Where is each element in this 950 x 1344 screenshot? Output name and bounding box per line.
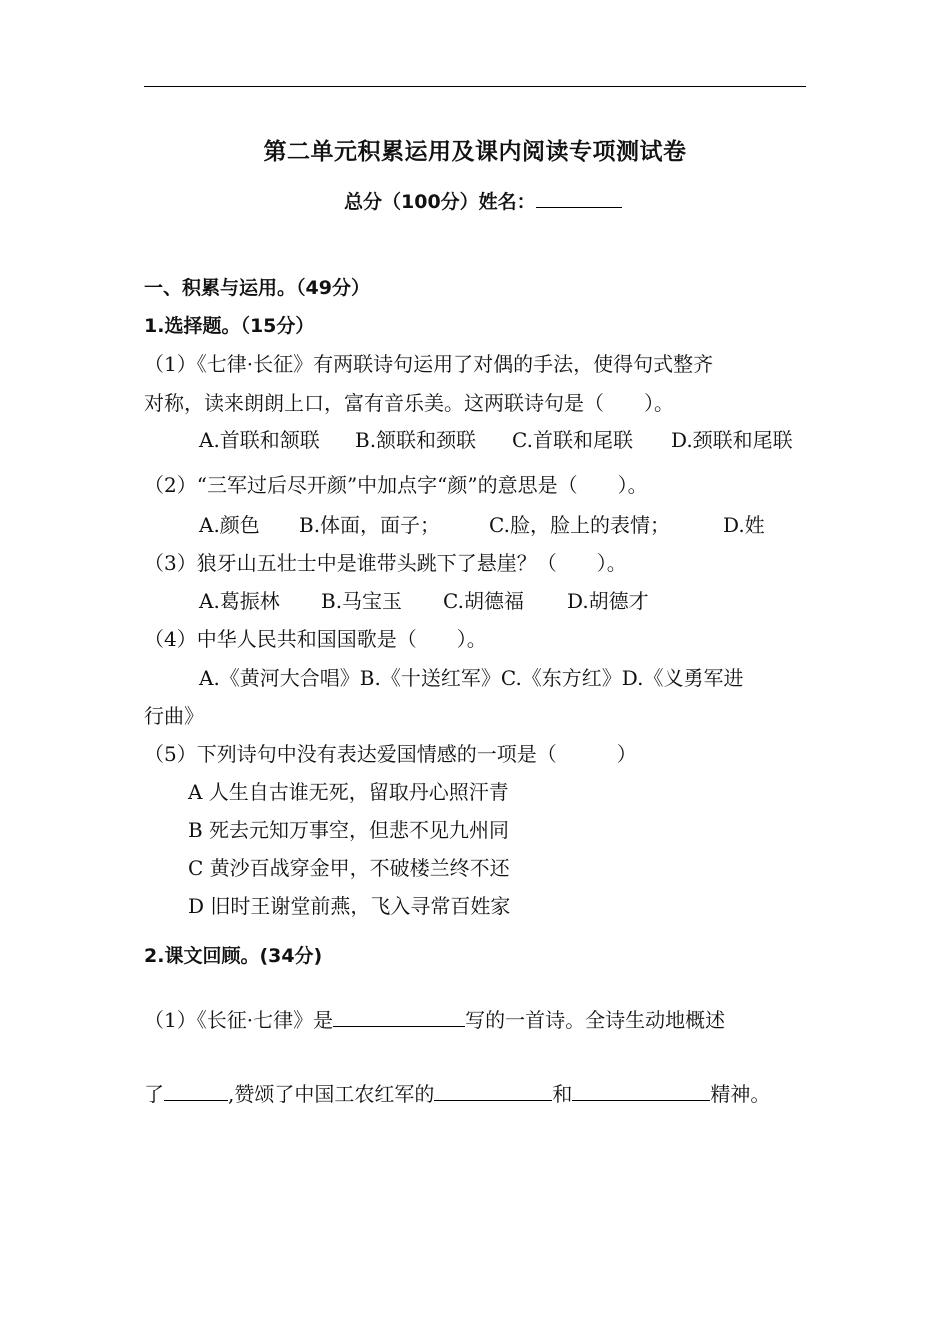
q1-item1-stem-line2: 对称，读来朗朗上口，富有音乐美。这两联诗句是（ ）。 — [144, 391, 674, 415]
option-c[interactable]: C.首联和尾联 — [512, 428, 633, 452]
option-c[interactable]: C.脸，脸上的表情； — [489, 513, 670, 537]
q1-item3-stem: （3）狼牙山五壮士中是谁带头跳下了悬崖？（ ）。 — [144, 551, 627, 575]
option-d[interactable]: D.姓 — [723, 513, 765, 537]
q1-item5-stem: （5）下列诗句中没有表达爱国情感的一项是（ ） — [144, 742, 637, 766]
option-a[interactable]: A.首联和颔联 — [199, 428, 320, 452]
score-name-line — [344, 189, 622, 215]
q1-item4-options-line1[interactable]: A.《黄河大合唱》B.《十送红军》C.《东方红》D.《义勇军进 — [199, 666, 744, 690]
option-d[interactable]: D.颈联和尾联 — [671, 428, 793, 452]
q2-item1-text-d: ,赞颂了中国工农红军的 — [228, 1082, 435, 1106]
q2-item1-text-e: 和 — [552, 1082, 573, 1106]
q2-item1-line1 — [144, 1007, 725, 1033]
option-a[interactable]: A.颜色 — [199, 513, 260, 537]
q1-item1-options — [199, 427, 793, 453]
author-blank[interactable] — [333, 1008, 465, 1027]
top-rule — [144, 86, 806, 87]
option-b[interactable]: B.颔联和颈联 — [355, 428, 477, 452]
spirit-blank-2[interactable] — [572, 1082, 710, 1101]
q1-item5-option-c[interactable]: C 黄沙百战穿金甲，不破楼兰终不还 — [188, 856, 510, 880]
q1-item4-stem: （4）中华人民共和国国歌是（ ）。 — [144, 627, 487, 651]
option-b[interactable]: B.马宝玉 — [321, 589, 403, 613]
spirit-blank-1[interactable] — [434, 1082, 552, 1101]
q1-heading: 1.选择题。（15分） — [144, 315, 315, 337]
q1-item3-options — [199, 588, 649, 614]
q1-item5-option-b[interactable]: B 死去元知万事空，但悲不见九州同 — [188, 818, 510, 842]
q1-item4-options-line2[interactable]: 行曲》 — [144, 704, 204, 728]
q1-item5-option-d[interactable]: D 旧时王谢堂前燕，飞入寻常百姓家 — [188, 894, 511, 918]
q1-item5-option-a[interactable]: A 人生自古谁无死，留取丹心照汗青 — [188, 780, 509, 804]
q2-heading: 2.课文回顾。(34分) — [144, 945, 323, 967]
q2-item1-text-c: 了 — [144, 1082, 164, 1106]
option-c[interactable]: C.胡德福 — [443, 589, 524, 613]
q2-item1-text-b: 写的一首诗。全诗生动地概述 — [465, 1008, 726, 1032]
section1-heading: 一、积累与运用。（49分） — [144, 277, 370, 299]
option-d[interactable]: D.胡德才 — [567, 589, 649, 613]
name-blank[interactable] — [536, 189, 622, 208]
q1-item2-stem: （2）“三军过后尽开颜”中加点字“颜”的意思是（ ）。 — [144, 473, 648, 497]
option-a[interactable]: A.葛振林 — [199, 589, 280, 613]
page-title: 第二单元积累运用及课内阅读专项测试卷 — [263, 139, 687, 165]
q2-item1-text-a: （1）《长征·七律》是 — [144, 1008, 334, 1032]
q2-item1-line2 — [144, 1081, 770, 1107]
option-b[interactable]: B.体面，面子； — [299, 513, 441, 537]
score-name-label: 总分（100分）姓名： — [344, 191, 536, 213]
q1-item1-stem-line1: （1）《七律·长征》有两联诗句运用了对偶的手法，使得句式整齐 — [144, 352, 714, 376]
summary-blank[interactable] — [164, 1082, 228, 1101]
q2-item1-text-f: 精神。 — [710, 1082, 771, 1106]
q1-item2-options — [199, 512, 765, 538]
